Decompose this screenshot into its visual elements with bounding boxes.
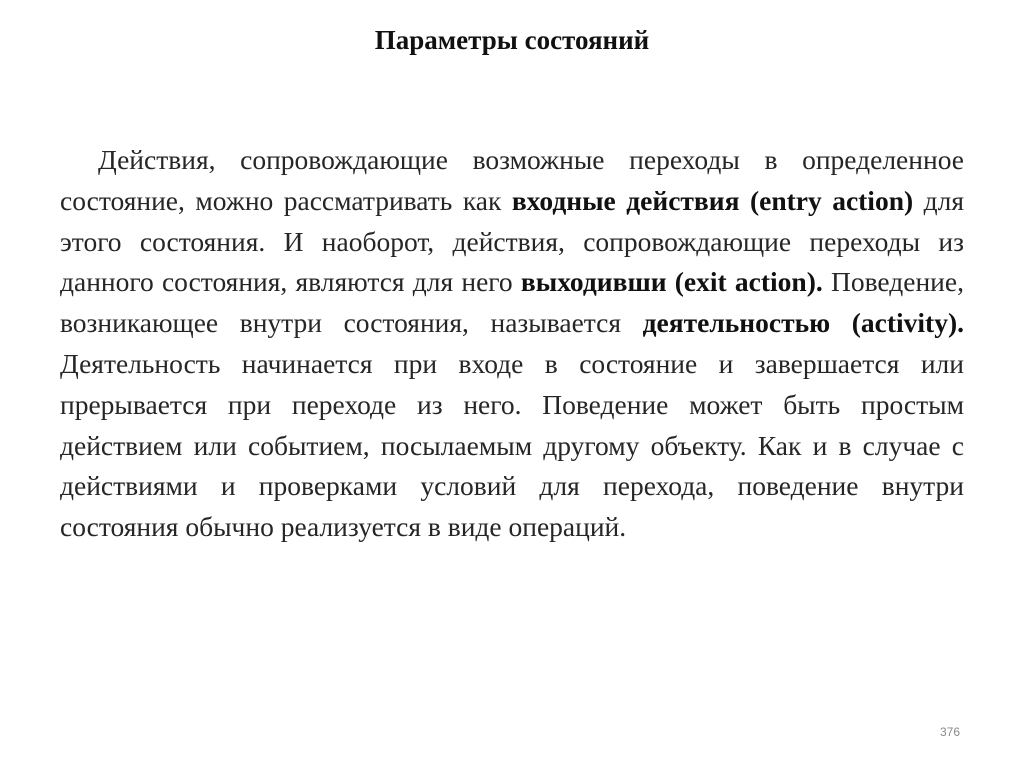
body-text-4: Деятельность начинается при входе в состояние и завершается или прерывается при переходе из него. Поведение может быть простым действием или событием, посылаемым другому объекту. Как и в случае с действиями и проверками условий для перехода, поведение внутри состояния обычно реализуется в виде операций. [60, 347, 964, 543]
body-text-2: для этого состояния. И наоборот, действия, сопровождающие переходы из данного состояния, являются для него [60, 184, 964, 298]
slide-body-paragraph [60, 140, 964, 548]
page-number: 376 [939, 725, 961, 739]
term-exit-action: выходивши (exit action). [520, 266, 823, 298]
body-text-3: Поведение, возникающее внутри состояния, называется [60, 266, 964, 339]
term-activity: деятельностью (activity). [642, 307, 964, 339]
slide-title: Параметры состояний [374, 25, 650, 55]
body-text-1: Действия, сопровождающие возможные переходы в определенное состояние, можно рассматривать как [60, 144, 964, 216]
term-entry-action: входные действия (entry action) [511, 184, 914, 216]
